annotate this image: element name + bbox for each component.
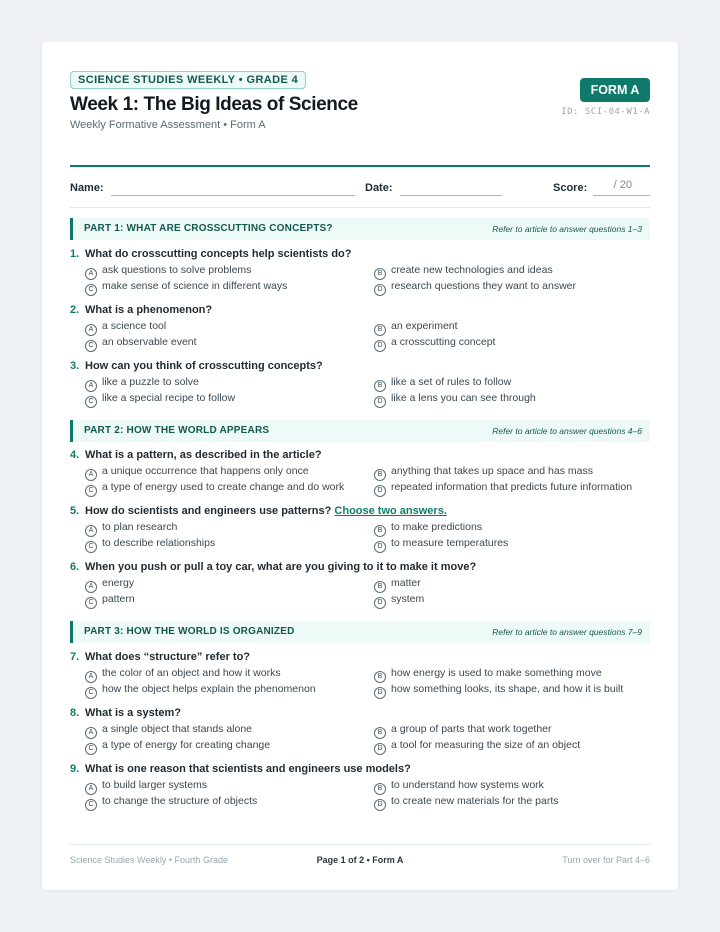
answer-text: how something looks, its shape, and how it is built [391, 683, 624, 695]
name-field[interactable] [111, 195, 355, 196]
question-stem: How do scientists and engineers use patterns? [85, 505, 332, 517]
answer-text: to measure temperatures [391, 537, 509, 549]
answer-bubble[interactable]: D [374, 485, 386, 497]
answer-bubble[interactable]: C [85, 687, 97, 699]
part-reference: Refer to article to answer questions 1–3 [492, 224, 642, 234]
form-id: ID: SCI-04-W1-A [561, 107, 650, 117]
question-number: 8. [70, 707, 80, 719]
answer-bubble[interactable]: A [85, 324, 97, 336]
answer-option-c[interactable] [85, 481, 344, 497]
answer-text: like a puzzle to solve [102, 376, 199, 388]
question-stem: How can you think of crosscutting concepts? [85, 360, 323, 372]
answer-text: to make predictions [391, 521, 483, 533]
footer-page-number: Page 1 of 2 • Form A [316, 855, 404, 865]
question-stem: What is a pattern, as described in the article? [85, 449, 322, 461]
answer-option-b[interactable] [374, 376, 511, 392]
question-4 [70, 449, 650, 494]
answer-bubble[interactable]: A [85, 783, 97, 795]
question-number: 1. [70, 248, 80, 260]
answer-option-d[interactable] [374, 739, 580, 755]
answer-text: a group of parts that work together [391, 723, 552, 735]
answer-text: how the object helps explain the phenomenon [102, 683, 316, 695]
answer-option-d[interactable] [374, 683, 623, 699]
question-number: 3. [70, 360, 80, 372]
answer-option-b[interactable] [374, 320, 458, 336]
answer-bubble[interactable]: C [85, 597, 97, 609]
student-info-row [70, 178, 650, 204]
answer-bubble[interactable]: C [85, 485, 97, 497]
answer-option-d[interactable] [374, 392, 536, 408]
answer-text: a unique occurrence that happens only once [102, 465, 309, 477]
answer-bubble[interactable]: B [374, 380, 386, 392]
answer-text: to create new materials for the parts [391, 795, 559, 807]
answer-text: a type of energy used to create change and do work [102, 481, 345, 493]
header-divider [70, 165, 650, 167]
answer-text: a single object that stands alone [102, 723, 253, 735]
footer-publication: Science Studies Weekly • Fourth Grade [70, 855, 229, 865]
answer-option-d[interactable] [374, 795, 559, 811]
answer-bubble[interactable]: B [374, 324, 386, 336]
answer-option-d[interactable] [374, 593, 424, 609]
question-5 [70, 505, 650, 550]
answer-text: to describe relationships [102, 537, 216, 549]
answer-bubble[interactable]: C [85, 396, 97, 408]
question-1 [70, 248, 650, 293]
date-field[interactable] [400, 195, 502, 196]
answer-bubble[interactable]: B [374, 268, 386, 280]
answer-bubble[interactable]: A [85, 581, 97, 593]
answer-text: energy [102, 577, 135, 589]
answer-text: like a lens you can see through [391, 392, 536, 404]
question-8 [70, 707, 650, 752]
answer-option-d[interactable] [374, 537, 508, 553]
question-stem: What is one reason that scientists and engineers use models? [85, 763, 411, 775]
answer-option-b[interactable] [374, 264, 553, 280]
answer-bubble[interactable]: C [85, 340, 97, 352]
answer-text: to change the structure of objects [102, 795, 258, 807]
answer-option-c[interactable] [85, 537, 215, 553]
answer-text: how energy is used to make something move [391, 667, 602, 679]
answer-option-a[interactable] [85, 723, 252, 739]
answer-text: a type of energy for creating change [102, 739, 271, 751]
answer-text: a crosscutting concept [391, 336, 496, 348]
answer-bubble[interactable]: B [374, 469, 386, 481]
answer-bubble[interactable]: D [374, 340, 386, 352]
answer-text: to build larger systems [102, 779, 208, 791]
question-3 [70, 360, 650, 405]
answer-text: like a set of rules to follow [391, 376, 512, 388]
answer-bubble[interactable]: D [374, 687, 386, 699]
answer-text: to understand how systems work [391, 779, 544, 791]
answer-bubble[interactable]: B [374, 727, 386, 739]
answer-bubble[interactable]: D [374, 799, 386, 811]
answer-bubble[interactable]: A [85, 525, 97, 537]
question-stem: What does “structure” refer to? [85, 651, 251, 663]
question-7 [70, 651, 650, 696]
date-label: Date: [365, 182, 393, 194]
answer-text: matter [391, 577, 421, 589]
answer-option-c[interactable] [85, 593, 135, 609]
answer-text: create new technologies and ideas [391, 264, 553, 276]
question-number: 7. [70, 651, 80, 663]
name-label: Name: [70, 182, 104, 194]
answer-option-c[interactable] [85, 739, 270, 755]
answer-text: a science tool [102, 320, 167, 332]
answer-bubble[interactable]: A [85, 268, 97, 280]
answer-bubble[interactable]: A [85, 469, 97, 481]
answer-bubble[interactable]: C [85, 284, 97, 296]
answer-text: research questions they want to answer [391, 280, 577, 292]
part-1-header [70, 218, 650, 240]
answer-bubble[interactable]: D [374, 396, 386, 408]
part-title: PART 1: WHAT ARE CROSSCUTTING CONCEPTS? [84, 223, 333, 234]
answer-option-b[interactable] [374, 779, 544, 795]
answer-bubble[interactable]: D [374, 284, 386, 296]
answer-text: pattern [102, 593, 135, 605]
form-badge: FORM A [580, 78, 650, 102]
page-footer [70, 844, 650, 868]
answer-option-a[interactable] [85, 264, 251, 280]
score-label: Score: [553, 182, 588, 194]
answer-option-b[interactable] [374, 723, 552, 739]
part-2-header [70, 420, 650, 442]
answer-text: the color of an object and how it works [102, 667, 281, 679]
question-stem: When you push or pull a toy car, what are you giving to it to make it move? [85, 561, 477, 573]
answer-text: an observable event [102, 336, 197, 348]
answer-option-b[interactable] [374, 667, 602, 683]
answer-option-a[interactable] [85, 376, 199, 392]
info-divider [70, 207, 650, 208]
part-title: PART 2: HOW THE WORLD APPEARS [84, 425, 270, 436]
answer-bubble[interactable]: A [85, 727, 97, 739]
footer-turn-over: Turn over for Part 4–6 [562, 855, 650, 865]
series-badge: SCIENCE STUDIES WEEKLY • GRADE 4 [70, 71, 306, 89]
answer-option-d[interactable] [374, 481, 632, 497]
answer-bubble[interactable]: B [374, 581, 386, 593]
answer-option-d[interactable] [374, 336, 495, 352]
question-emphasis: Choose two answers. [334, 505, 447, 517]
score-total: / 20 [613, 179, 632, 191]
answer-bubble[interactable]: B [374, 783, 386, 795]
answer-bubble[interactable]: A [85, 671, 97, 683]
answer-text: like a special recipe to follow [102, 392, 236, 404]
answer-text: ask questions to solve problems [102, 264, 252, 276]
question-stem: What do crosscutting concepts help scientists do? [85, 248, 352, 260]
answer-option-c[interactable] [85, 336, 197, 352]
answer-bubble[interactable]: D [374, 541, 386, 553]
part-title: PART 3: HOW THE WORLD IS ORGANIZED [84, 626, 295, 637]
score-field[interactable] [593, 195, 650, 196]
question-2 [70, 304, 650, 349]
answer-text: repeated information that predicts future information [391, 481, 633, 493]
question-number: 9. [70, 763, 80, 775]
answer-bubble[interactable]: B [374, 671, 386, 683]
answer-text: anything that takes up space and has mass [391, 465, 593, 477]
part-reference: Refer to article to answer questions 7–9 [492, 627, 642, 637]
worksheet-page [42, 42, 678, 890]
answer-text: to plan research [102, 521, 178, 533]
answer-option-d[interactable] [374, 280, 576, 296]
page-subtitle: Weekly Formative Assessment • Form A [70, 119, 266, 131]
question-number: 6. [70, 561, 80, 573]
answer-text: a tool for measuring the size of an object [391, 739, 581, 751]
answer-option-c[interactable] [85, 795, 257, 811]
question-6 [70, 561, 650, 606]
answer-option-b[interactable] [374, 521, 482, 537]
answer-bubble[interactable]: C [85, 541, 97, 553]
answer-option-a[interactable] [85, 465, 309, 481]
worksheet-content [70, 70, 650, 890]
answer-option-c[interactable] [85, 280, 287, 296]
answer-option-c[interactable] [85, 683, 316, 699]
answer-text: an experiment [391, 320, 458, 332]
answer-bubble[interactable]: C [85, 799, 97, 811]
answer-option-a[interactable] [85, 779, 207, 795]
answer-text: make sense of science in different ways [102, 280, 288, 292]
answer-text: system [391, 593, 425, 605]
question-number: 2. [70, 304, 80, 316]
part-reference: Refer to article to answer questions 4–6 [492, 426, 642, 436]
answer-bubble[interactable]: D [374, 743, 386, 755]
answer-option-a[interactable] [85, 667, 281, 683]
question-9 [70, 763, 650, 808]
question-number: 5. [70, 505, 80, 517]
question-stem: What is a system? [85, 707, 181, 719]
answer-option-a[interactable] [85, 521, 177, 537]
answer-option-a[interactable] [85, 320, 166, 336]
answer-option-b[interactable] [374, 465, 593, 481]
answer-bubble[interactable]: C [85, 743, 97, 755]
answer-option-b[interactable] [374, 577, 421, 593]
part-3-header [70, 621, 650, 643]
answer-option-c[interactable] [85, 392, 235, 408]
page-title: Week 1: The Big Ideas of Science [70, 94, 358, 115]
answer-bubble[interactable]: A [85, 380, 97, 392]
question-number: 4. [70, 449, 80, 461]
answer-option-a[interactable] [85, 577, 134, 593]
answer-bubble[interactable]: D [374, 597, 386, 609]
answer-bubble[interactable]: B [374, 525, 386, 537]
question-stem: What is a phenomenon? [85, 304, 213, 316]
